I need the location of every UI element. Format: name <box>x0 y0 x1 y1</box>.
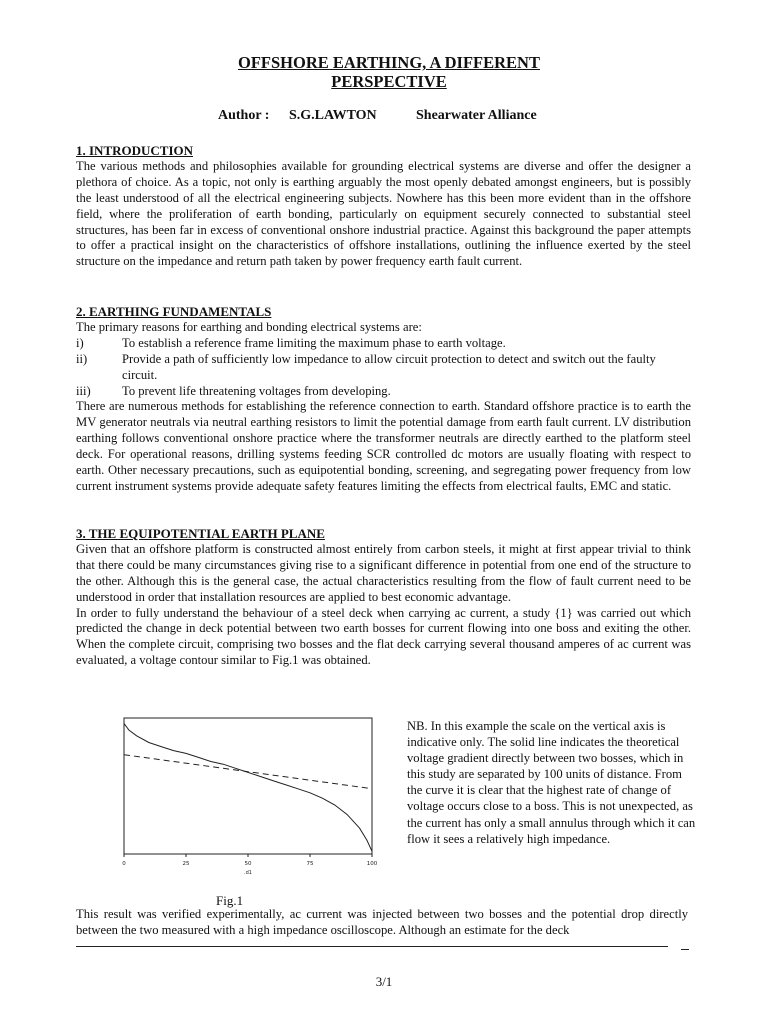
list-item <box>76 352 691 384</box>
section-paragraph: In order to fully understand the behaviour of a steel deck when carrying ac current, a study {1} was carried out which predicted the change in deck potential between two earth bosses for current flowing into one boss and exiting the other. When the complete circuit, comprising two bosses and the flat deck carrying several thousand amperes of ac current was evaluated, a voltage contour similar to Fig.1 was obtained. <box>76 605 691 668</box>
figure-note: NB. In this example the scale on the vertical axis is indicative only. The solid line indicates the theoretical voltage gradient directly between two bosses, which in this study are separated by 100 units of distance. From the curve it is clear that the highest rate of change of voltage occurs close to a boss. This is not unexpected, as the current has only a small annulus through which it can flow it sees a relatively high impedance. <box>407 719 696 846</box>
author-label: Author : <box>218 108 270 123</box>
list-item <box>76 336 691 352</box>
x-axis-label: .d1 <box>244 870 252 876</box>
x-tick-label: 25 <box>182 861 190 867</box>
title-line-2: PERSPECTIVE <box>331 72 447 91</box>
author-name: S.G.LAWTON <box>289 108 377 123</box>
author-affiliation: Shearwater Alliance <box>416 108 537 123</box>
section-equipotential-earth-plane <box>76 526 691 669</box>
section-heading: 1. INTRODUCTION <box>76 143 194 158</box>
footer-rule-mark <box>681 949 689 950</box>
title-line-1: OFFSHORE EARTHING, A DIFFERENT <box>238 53 540 72</box>
figure-1-chart <box>116 714 386 884</box>
section-paragraph: Given that an offshore platform is constructed almost entirely from carbon steels, it might at first appear trivial to think that there could be many circumstances giving rise to a significant difference in potential from one end of the structure to the other. Although this is the general case, the actual characteristics resulting from the flow of fault current need to be understood in order that installation resources are applied to best economic advantage. <box>76 541 691 604</box>
list-item-text: To establish a reference frame limiting the maximum phase to earth voltage. <box>122 335 506 350</box>
series-line-dashed <box>124 755 372 789</box>
x-tick-label: 100 <box>366 861 378 867</box>
list-marker: ii) <box>76 351 88 366</box>
x-tick-label: 75 <box>306 861 314 867</box>
list-item-text: Provide a path of sufficiently low impedance to allow circuit protection to detect and switch out the faulty circuit. <box>122 351 656 382</box>
list-lead: The primary reasons for earthing and bonding electrical systems are: <box>76 319 422 334</box>
section-heading: 2. EARTHING FUNDAMENTALS <box>76 304 272 319</box>
voltage-contour-plot <box>116 714 386 884</box>
series-line-solid <box>124 723 372 851</box>
paper-title <box>0 53 768 91</box>
section-heading: 3. THE EQUIPOTENTIAL EARTH PLANE <box>76 526 325 541</box>
list-marker: iii) <box>76 383 91 398</box>
list-marker: i) <box>76 335 84 350</box>
footer-rule <box>76 946 668 947</box>
x-tick-label: 50 <box>244 861 252 867</box>
plot-frame <box>124 718 372 854</box>
x-tick-label: 0 <box>122 861 126 867</box>
section-paragraph: The various methods and philosophies available for grounding electrical systems are diverse and offer the designer a plethora of choice. As a topic, not only is earthing arguably the most openly debated amongst engineers, but is possibly the least understood of all the electrical engineering subjects. Nowhere has this been more evident than in the offshore field, where the proliferation of earth bonding, particularly on equipment securely connected to substantial steel structures, has been far in excess of conventional onshore industrial practice. Against this background the paper attempts to offer a practical insight on the characteristics of offshore installations, outlining the influence exerted by the steel structure on the impedance and return path taken by power frequency earth fault current. <box>76 158 691 269</box>
section-paragraph: There are numerous methods for establishing the reference connection to earth. Standard offshore practice is to earth the MV generator neutrals via neutral earthing resistors to limit the potential damage from earth fault current. LV distribution earthing follows conventional onshore practice where the transformer neutrals are directly earthed to the platform steel deck. For operational reasons, drilling systems feeding SCR controlled dc motors are usually floating with respect to earth. Other necessary precautions, such as equipotential bonding, screening, and segregating power frequency from low current instrument systems provide adequate safety features limiting the effects from electrical faults, EMC and static. <box>76 399 691 493</box>
figure-caption: Fig.1 <box>216 893 244 908</box>
list-item <box>76 384 691 400</box>
closing-paragraph: This result was verified experimentally, ac current was injected between two bosses and the potential drop directly between the two measured with a high impedance oscilloscope. Although an estimate for the deck <box>76 907 688 937</box>
section-earthing-fundamentals <box>76 304 691 495</box>
page-number: 3/1 <box>375 974 393 989</box>
list-item-text: To prevent life threatening voltages from developing. <box>122 383 391 398</box>
section-introduction <box>76 143 691 270</box>
